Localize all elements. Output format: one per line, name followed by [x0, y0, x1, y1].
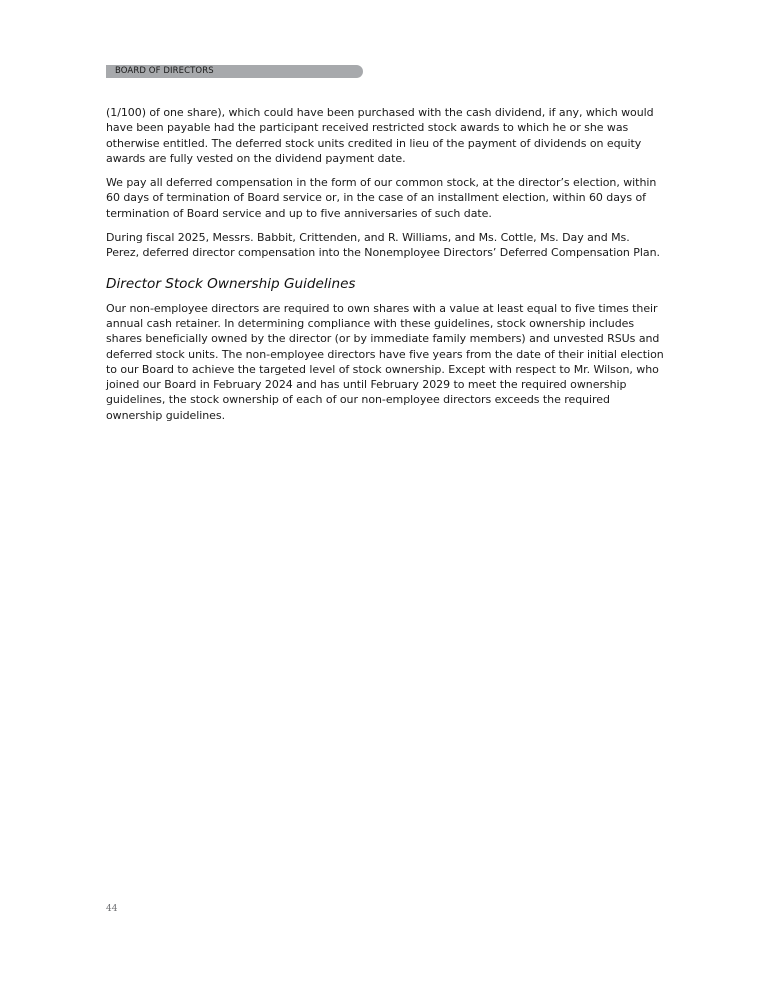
fiscal-deferrals-paragraph: During fiscal 2025, Messrs. Babbit, Crittenden, and R. Williams, and Ms. Cottle, Ms. Day and Ms. Perez, deferred director compensation into the Nonemployee Directors’ Deferred Compensation Plan. — [106, 231, 660, 260]
deferred-units-paragraph: (1/100) of one share), which could have been purchased with the cash dividend, if any, which would have been payable had the participant received restricted stock awards to which he or she was otherwise entitled. The deferred stock units credited in lieu of the payment of dividends on equity awards are fully vested on the dividend payment date. — [106, 106, 654, 165]
section-header-label: BOARD OF DIRECTORS — [115, 66, 214, 76]
section-header-tab — [106, 65, 363, 78]
ownership-guidelines-heading: Director Stock Ownership Guidelines — [106, 275, 356, 292]
document-body — [106, 105, 666, 432]
payment-timing-paragraph: We pay all deferred compensation in the form of our common stock, at the director’s election, within 60 days of termination of Board service or, in the case of an installment election, within 60 days of termination of Board service and up to five anniversaries of such date. — [106, 176, 657, 220]
ownership-guidelines-paragraph: Our non-employee directors are required to own shares with a value at least equal to five times their annual cash retainer. In determining compliance with these guidelines, stock ownership includes shares beneficially owned by the director (or by immediate family members) and unvested RSUs and deferred stock units. The non-employee directors have five years from the date of their initial election to our Board to achieve the targeted level of stock ownership. Except with respect to Mr. Wilson, who joined our Board in February 2024 and has until February 2029 to meet the required ownership guidelines, the stock ownership of each of our non-employee directors exceeds the required ownership guidelines. — [106, 301, 664, 422]
page-number: 44 — [106, 904, 118, 914]
